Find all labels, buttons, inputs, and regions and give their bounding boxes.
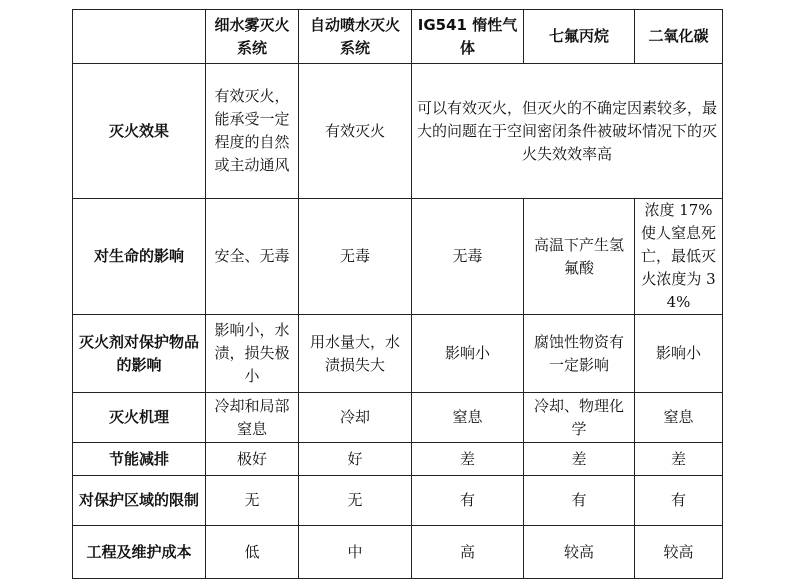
table-cell: 较高 (524, 526, 635, 579)
table-row (73, 526, 723, 579)
row-label: 灭火机理 (73, 393, 206, 443)
row-label: 灭火效果 (73, 64, 206, 199)
row-label: 工程及维护成本 (73, 526, 206, 579)
header-sprinkler: 自动喷水灭火系统 (299, 10, 412, 64)
table-cell: 高 (412, 526, 524, 579)
table-cell: 有 (635, 476, 723, 526)
table-cell: 冷却、物理化学 (524, 393, 635, 443)
table-row (73, 393, 723, 443)
table-cell: 窒息 (412, 393, 524, 443)
table-cell: 有 (524, 476, 635, 526)
table-cell: 影响小，水渍，损失极小 (206, 315, 299, 393)
table-cell: 浓度 17%使人窒息死亡，最低灭火浓度为 34% (635, 199, 723, 315)
table-cell: 腐蚀性物资有一定影响 (524, 315, 635, 393)
table-cell: 中 (299, 526, 412, 579)
table-cell: 窒息 (635, 393, 723, 443)
table-cell: 极好 (206, 443, 299, 476)
table-cell: 低 (206, 526, 299, 579)
table-row (73, 476, 723, 526)
comparison-table (72, 9, 723, 579)
table-cell: 高温下产生氢氟酸 (524, 199, 635, 315)
merged-gas-cell: 可以有效灭火，但灭火的不确定因素较多，最大的问题在于空间密闭条件被破坏情况下的灭火失效效率高 (412, 64, 723, 199)
table-cell: 有效灭火 (299, 64, 412, 199)
table-row (73, 315, 723, 393)
table-cell: 无毒 (299, 199, 412, 315)
table-cell: 有效灭火，能承受一定程度的自然或主动通风 (206, 64, 299, 199)
row-label: 对保护区域的限制 (73, 476, 206, 526)
row-label: 灭火剂对保护物品的影响 (73, 315, 206, 393)
table-cell: 用水量大，水渍损失大 (299, 315, 412, 393)
table-cell: 影响小 (635, 315, 723, 393)
table-row (73, 64, 723, 199)
table-cell: 较高 (635, 526, 723, 579)
table-cell: 好 (299, 443, 412, 476)
header-hfc227: 七氟丙烷 (524, 10, 635, 64)
header-water-mist: 细水雾灭火系统 (206, 10, 299, 64)
table-cell: 冷却 (299, 393, 412, 443)
table-row (73, 443, 723, 476)
table-cell: 无 (206, 476, 299, 526)
header-co2: 二氧化碳 (635, 10, 723, 64)
table-cell: 差 (635, 443, 723, 476)
table-cell: 无毒 (412, 199, 524, 315)
header-ig541: IG541 惰性气体 (412, 10, 524, 64)
header-row (73, 10, 723, 64)
table-cell: 安全、无毒 (206, 199, 299, 315)
table-cell: 冷却和局部窒息 (206, 393, 299, 443)
row-label: 对生命的影响 (73, 199, 206, 315)
header-corner (73, 10, 206, 64)
table-cell: 差 (524, 443, 635, 476)
table-cell: 有 (412, 476, 524, 526)
table-cell: 差 (412, 443, 524, 476)
table-cell: 影响小 (412, 315, 524, 393)
table-row (73, 199, 723, 315)
row-label: 节能减排 (73, 443, 206, 476)
table-cell: 无 (299, 476, 412, 526)
